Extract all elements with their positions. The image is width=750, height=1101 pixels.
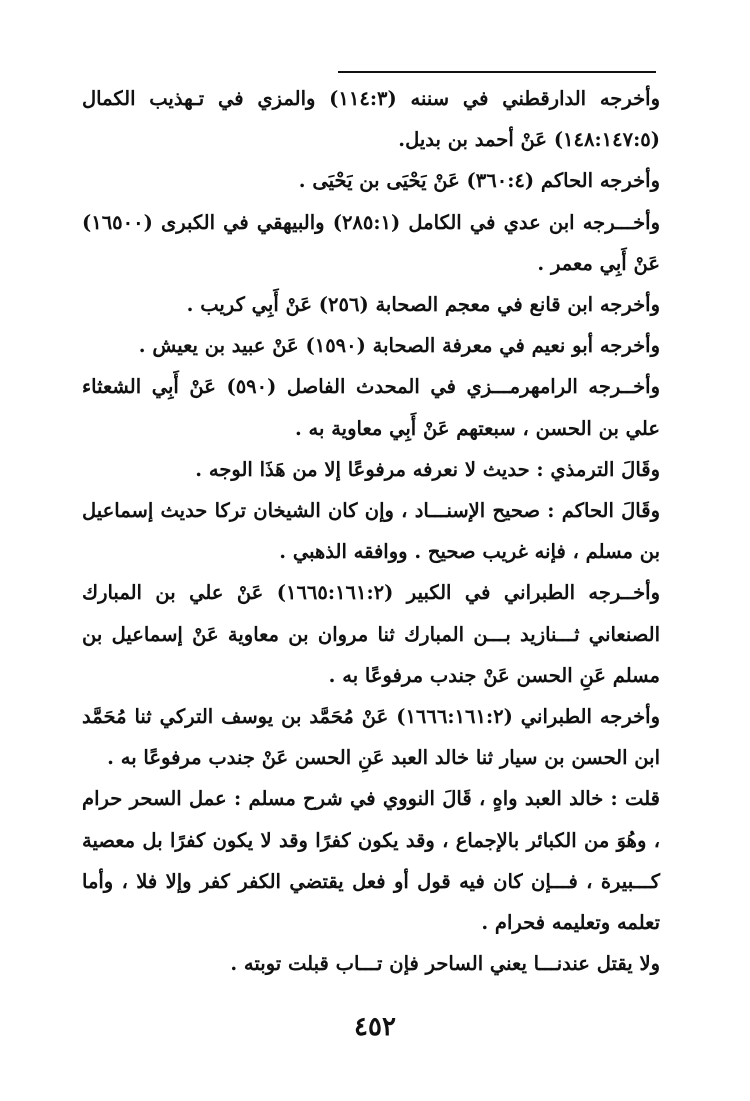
paragraph-ibn-adi: وأخـــرجه ابن عدي في الكامل (٢٨٥:١) والبيهقي في الكبرى (١٦٥٠٠) عَنْ أَبِي معمر . (82, 210, 660, 275)
footnote-separator-line (338, 71, 656, 73)
paragraph-sahir: ولا يقتل عندنـــا يعني الساحر فإن تـــاب قبلت توبته . (230, 952, 660, 976)
paragraph-ibn-qani: وأخرجه ابن قانع في معجم الصحابة (٢٥٦) عَنْ أَبِي كريب . (186, 293, 660, 317)
paragraph-hakim: وأخرجه الحاكم (٣٦٠:٤) عَنْ يَحْيَى بن يَحْيَى . (298, 169, 660, 193)
paragraph-tabarani-kabir: وأخــرجه الطبراني في الكبير (١٦٦٥:١٦١:٢) عَنْ علي بن المبارك الصنعاني ثـــنازيد بـــن المبارك ثنا مروان بن معاوية عَنْ إسماعيل بن مسلم عَنِ الحسن عَنْ جندب مرفوعًا به . (82, 581, 660, 687)
paragraph-abu-nuaym: وأخرجه أبو نعيم في معرفة الصحابة (١٥٩٠) عَنْ عبيد بن يعيش . (138, 334, 660, 358)
paragraph-tirmidhi: وقَالَ الترمذي : حديث لا نعرفه مرفوعًا إلا من هَذَا الوجه . (195, 457, 660, 481)
page-number: ٤٥٢ (354, 1012, 396, 1042)
paragraph-hakim-grading: وقَالَ الحاكم : صحيح الإسنـــاد ، وإن كان الشيخان تركا حديث إسماعيل بن مسلم ، فإنه غريب صحيح . ووافقه الذهبي . (82, 499, 660, 564)
paragraph-tabarani-second: وأخرجه الطبراني (١٦٦٦:١٦١:٢) عَنْ مُحَمَّد بن يوسف التركي ثنا مُحَمَّد ابن الحسن بن سيار ثنا خالد العبد عَنِ الحسن عَنْ جندب مرفوعًا به . (82, 705, 660, 770)
paragraph-daraqutni: وأخرجه الدارقطني في سننه (١١٤:٣) والمزي في تـهذيب الكمال (١٤٨:١٤٧:٥) عَنْ أحمد بن بديل. (82, 87, 661, 152)
footnote-text-body (82, 78, 660, 984)
paragraph-nawawi: قلت : خالد العبد واهٍ ، قَالَ النووي في شرح مسلم : عمل السحر حرام ، وهُوَ من الكبائر بالإجماع ، وقد يكون كفرًا وقد لا يكون كفرًا بل معصية كـــبيرة ، فـــإن كان فيه قول أو فعل يقتضي الكفر كفر وإلا فلا ، وأما تعلمه وتعليمه فحرام . (82, 787, 661, 935)
paragraph-ramahurmuzi: وأخــرجه الرامهرمـــزي في المحدث الفاصل (٥٩٠) عَنْ أَبِي الشعثاء علي بن الحسن ، سبعتهم عَنْ أَبِي معاوية به . (82, 375, 661, 440)
